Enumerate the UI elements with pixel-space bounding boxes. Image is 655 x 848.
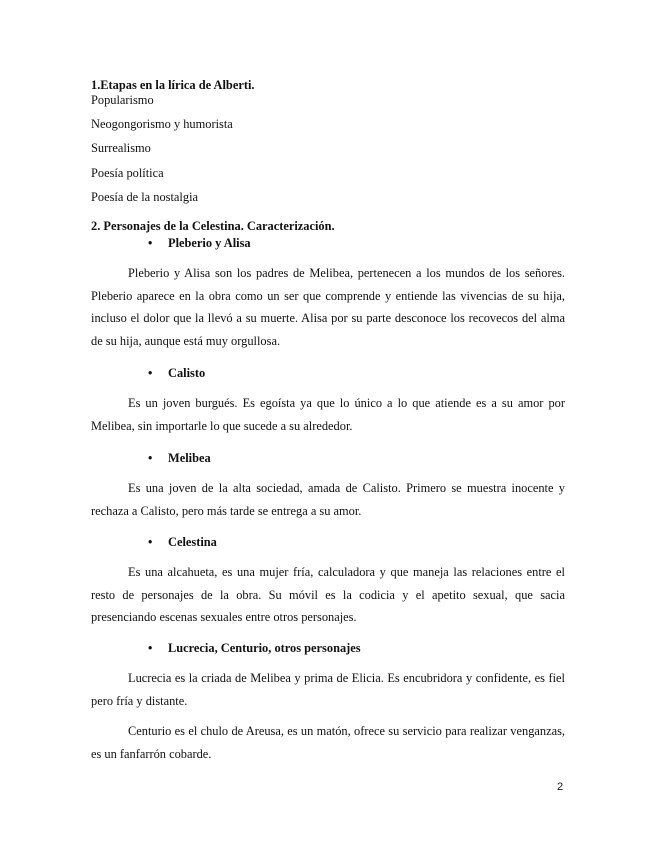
character-name: Calisto (168, 366, 206, 380)
alberti-stage-item: Neogongorismo y humorista (91, 117, 233, 131)
section2-heading: 2. Personajes de la Celestina. Caracterización. (91, 219, 335, 233)
character-description: Pleberio y Alisa son los padres de Melibea, pertenecen a los mundos de los señores. Pleberio aparece en la obra como un ser que comprende y entiende las vivencias de su hija, incluso el dolor que la llevó a su muerte. Alisa por su parte desconoce los recovecos del alma de su hija, aunque está muy orgullosa. (91, 266, 565, 348)
section1-heading: 1.Etapas en la lírica de Alberti. (91, 78, 255, 92)
alberti-stage-item: Poesía de la nostalgia (91, 190, 199, 204)
character-description: Es un joven burgués. Es egoísta ya que lo único a lo que atiende es a su amor por Melibea, sin importarle lo que sucede a su alrededor. (91, 396, 565, 433)
alberti-stage-item: Poesía política (91, 166, 164, 180)
character-description: Es una alcahueta, es una mujer fría, calculadora y que maneja las relaciones entre el resto de personajes de la obra. Su móvil es la codicia y el apetito sexual, que sacia presenciando escenas sexuales entre otros personajes. (91, 565, 565, 624)
alberti-stage-item: Popularismo (91, 93, 154, 107)
character-description: Es una joven de la alta sociedad, amada de Calisto. Primero se muestra inocente y rechaza a Calisto, pero más tarde se entrega a su amor. (91, 481, 565, 518)
character-name: Pleberio y Alisa (168, 236, 251, 250)
page-number: 2 (557, 781, 564, 793)
character-name: Melibea (168, 451, 211, 465)
bullet-icon: • (148, 451, 153, 465)
character-description: Lucrecia es la criada de Melibea y prima de Elicia. Es encubridora y confidente, es fiel pero fría y distante. (91, 671, 565, 708)
bullet-icon: • (148, 236, 153, 250)
character-description: Centurio es el chulo de Areusa, es un matón, ofrece su servicio para realizar venganzas, es un fanfarrón cobarde. (91, 724, 565, 761)
alberti-stage-item: Surrealismo (91, 141, 151, 155)
character-name: Lucrecia, Centurio, otros personajes (168, 641, 361, 655)
bullet-icon: • (148, 535, 153, 549)
bullet-icon: • (148, 366, 153, 380)
character-name: Celestina (168, 535, 217, 549)
bullet-icon: • (148, 641, 153, 655)
